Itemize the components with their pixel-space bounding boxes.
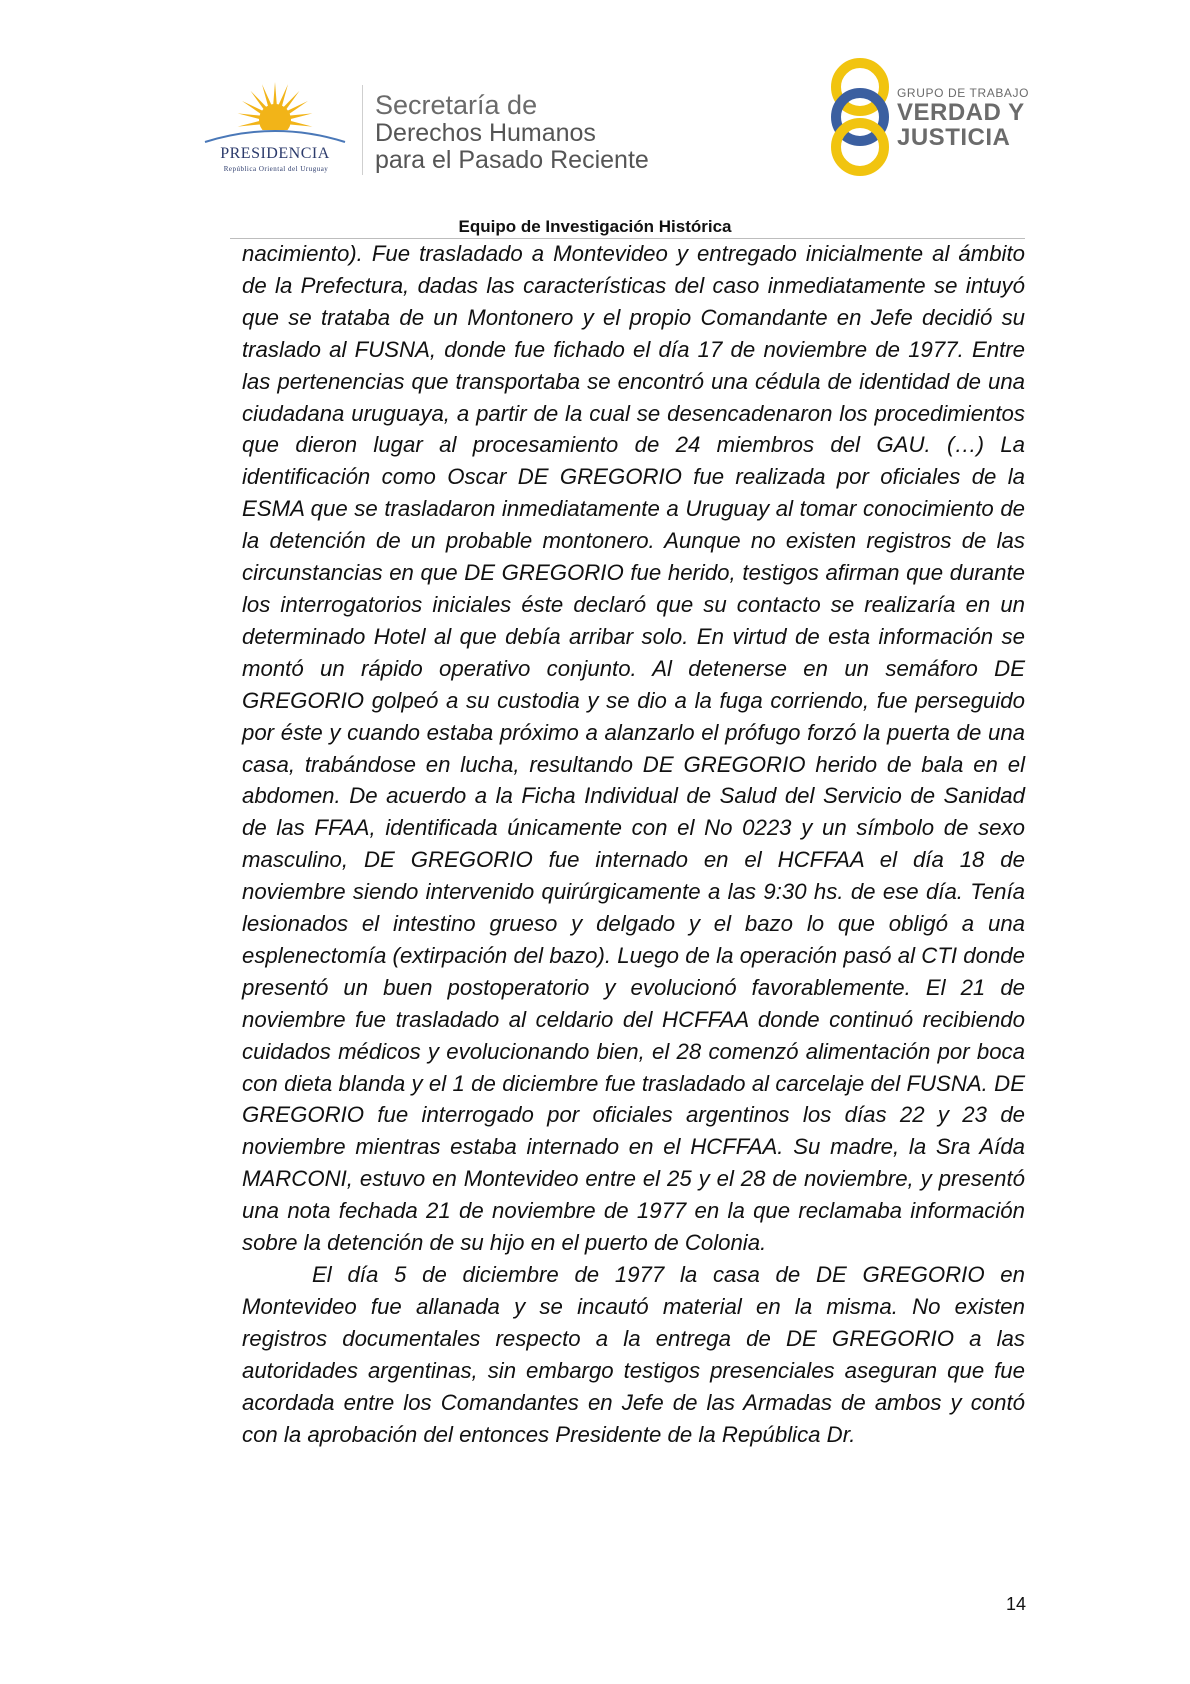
team-title: Equipo de Investigación Histórica: [458, 217, 732, 236]
secretaria-logo-text: [375, 90, 649, 174]
presidencia-name: PRESIDENCIA: [220, 145, 330, 162]
paragraph-2: El día 5 de diciembre de 1977 la casa de DE GREGORIO en Montevideo fue allanada y se incautó material en la misma. No existen registros documentales respecto a la entrega de DE GREGORIO a las autoridades argentinas, sin embargo testigos presenciales aseguran que fue acordada entre los Comandantes en Jefe de las Armadas de ambos y contó con la aprobación del entonces Presidente de la República Dr.: [242, 1262, 1025, 1447]
gtvj-logo-text: [897, 86, 1029, 150]
secretaria-line-1: Secretaría de: [375, 90, 538, 120]
gtvj-line-2: VERDAD Y: [897, 99, 1025, 126]
secretaria-line-3: para el Pasado Reciente: [375, 146, 649, 174]
page-number: 14: [1005, 1594, 1026, 1614]
gtvj-line-1: GRUPO DE TRABAJO: [897, 86, 1030, 100]
logo-divider: [362, 85, 363, 175]
presidencia-subtitle: República Oriental del Uruguay: [223, 165, 329, 173]
paragraph-1: nacimiento). Fue trasladado a Montevideo y entregado inicialmente al ámbito de la Prefectura, dadas las características del caso inmediatamente se intuyó que se trataba de un Montonero y el propio Comandante en Jefe decidió su traslado al FUSNA, donde fue fichado el día 17 de noviembre de 1977. Entre las pertenencias que transportaba se encontró una cédula de identidad de una ciudadana uruguaya, a partir de la cual se desencadenaron los procedimientos que dieron lugar al procesamiento de 24 miembros del GAU. (…) La identificación como Oscar DE GREGORIO fue realizada por oficiales de la ESMA que se trasladaron inmediatamente a Uruguay al tomar conocimiento de la detención de un probable montonero. Aunque no existen registros de las circunstancias en que DE GREGORIO fue herido, testigos afirman que durante los interrogatorios iniciales éste declaró que su contacto se realizaría en un determinado Hotel al que debía arribar solo. En virtud de esta información se montó un rápido operativo conjunto. Al detenerse en un semáforo DE GREGORIO golpeó a su custodia y se dio a la fuga corriendo, fue perseguido por éste y cuando estaba próximo a alanzarlo el prófugo forzó la puerta de una casa, trabándose en lucha, resultando DE GREGORIO herido de bala en el abdomen. De acuerdo a la Ficha Individual de Salud del Servicio de Sanidad de las FFAA, identificada únicamente con el No 0223 y un símbolo de sexo masculino, DE GREGORIO fue internado en el HCFFAA el día 18 de noviembre siendo intervenido quirúrgicamente a las 9:30 hs. de ese día. Tenía lesionados el intestino grueso y delgado y el bazo lo que obligó a una esplenectomía (extirpación del bazo). Luego de la operación pasó al CTI donde presentó un buen postoperatorio y evolucionó favorablemente. El 21 de noviembre fue trasladado al celdario del HCFFAA donde continuó recibiendo cuidados médicos y evolucionando bien, el 28 comenzó alimentación por boca con dieta blanda y el 1 de diciembre fue trasladado al carcelaje del FUSNA. DE GREGORIO fue interrogado por oficiales argentinos los días 22 y 23 de noviembre mientras estaba internado en el HCFFAA. Su madre, la Sra Aída MARCONI, estuvo en Montevideo entre el 25 y el 28 de noviembre, y presentó una nota fechada 21 de noviembre de 1977 en la que reclamaba información sobre la detención de su hijo en el puerto de Colonia.: [242, 241, 1025, 1256]
secretaria-line-2: Derechos Humanos: [375, 119, 596, 147]
page-header: [0, 0, 1190, 240]
interlocked-rings-icon: [820, 55, 900, 180]
document-body: [242, 238, 1025, 1450]
gtvj-line-3: JUSTICIA: [897, 124, 1011, 151]
